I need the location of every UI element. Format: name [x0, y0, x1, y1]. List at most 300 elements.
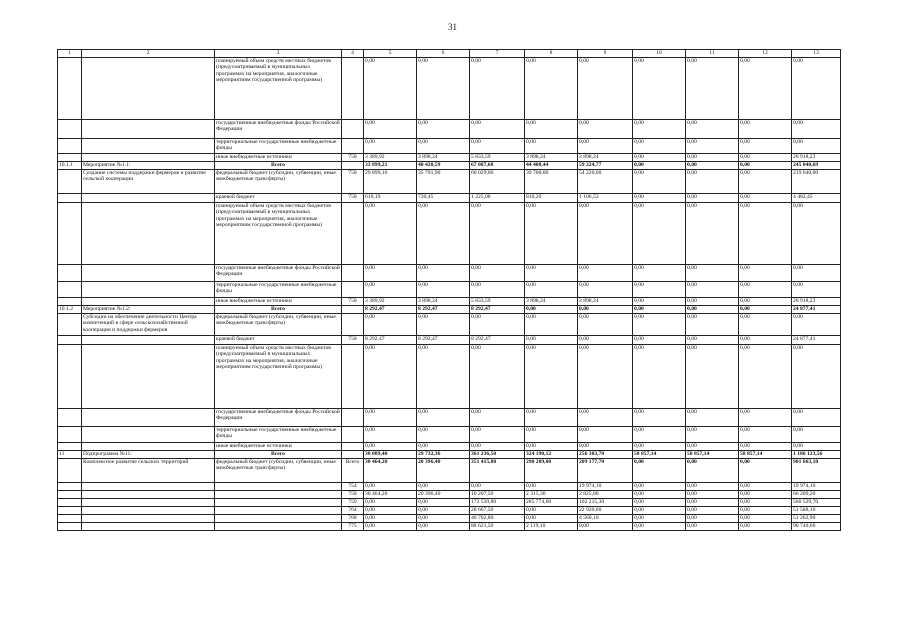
row-number-cell — [58, 345, 82, 409]
value-cell: 28 667,50 — [470, 507, 525, 515]
value-cell: 172 539,80 — [470, 499, 525, 507]
value-cell: 0,00 — [633, 170, 686, 194]
item-name-cell — [82, 298, 215, 306]
header-cell: 12 — [739, 50, 792, 58]
value-cell: 0,00 — [633, 443, 686, 451]
value-cell: 30 464,20 — [364, 491, 417, 499]
value-cell: 0,00 — [525, 203, 578, 265]
table-row — [58, 409, 841, 427]
value-cell: 0,00 — [686, 483, 739, 491]
row-number-cell — [58, 120, 82, 139]
row-number-cell — [58, 459, 82, 483]
item-name-cell — [82, 194, 215, 203]
row-number-cell — [58, 170, 82, 194]
item-name-cell — [82, 265, 215, 282]
row-number-cell — [58, 491, 82, 499]
header-cell: 6 — [417, 50, 470, 58]
value-cell: 4 482,45 — [792, 194, 841, 203]
value-cell: 0,00 — [417, 427, 470, 443]
header-cell: 13 — [792, 50, 841, 58]
value-cell: 0,00 — [417, 282, 470, 298]
value-cell: 0,00 — [633, 265, 686, 282]
source-cell: Всего — [215, 306, 342, 314]
value-cell: 0,00 — [633, 139, 686, 154]
value-cell: 0,00 — [686, 409, 739, 427]
source-cell: краевой бюджет — [215, 336, 342, 345]
item-name-cell: Комплексное развитие сельских территорий — [82, 459, 215, 483]
row-number-cell — [58, 154, 82, 162]
value-cell: 22 920,60 — [578, 507, 633, 515]
source-cell: Всего — [215, 162, 342, 170]
value-cell: 0,00 — [633, 409, 686, 427]
value-cell: 0,00 — [470, 345, 525, 409]
value-cell: 0,00 — [525, 58, 578, 120]
value-cell: 0,00 — [739, 203, 792, 265]
source-cell: государственные внебюджетные фонды Российской Федерации — [215, 409, 342, 427]
value-cell: 0,00 — [686, 203, 739, 265]
value-cell: 0,00 — [470, 58, 525, 120]
value-cell: 24 877,41 — [792, 306, 841, 314]
value-cell: 0,00 — [739, 194, 792, 203]
item-name-cell — [82, 483, 215, 491]
value-cell: 0,00 — [633, 507, 686, 515]
value-cell: 19 974,10 — [578, 483, 633, 491]
value-cell: 0,00 — [739, 491, 792, 499]
code-cell — [342, 427, 364, 443]
table-row — [58, 162, 841, 170]
source-cell — [215, 491, 342, 499]
value-cell: 2 119,10 — [525, 523, 578, 531]
value-cell: 19 974,10 — [792, 483, 841, 491]
value-cell: 4 560,10 — [578, 515, 633, 523]
value-cell: 0,00 — [578, 139, 633, 154]
value-cell: 0,00 — [364, 443, 417, 451]
item-name-cell — [82, 523, 215, 531]
code-cell — [342, 314, 364, 336]
value-cell: 20 918,23 — [792, 154, 841, 162]
value-cell: 0,00 — [578, 282, 633, 298]
value-cell: 3 898,24 — [417, 154, 470, 162]
row-number-cell — [58, 265, 82, 282]
value-cell: 0,00 — [739, 409, 792, 427]
item-name-cell: Создание системы поддержки фермеров и развитие сельской кооперации — [82, 170, 215, 194]
value-cell: 0,00 — [417, 58, 470, 120]
value-cell: 0,00 — [364, 203, 417, 265]
item-name-cell — [82, 139, 215, 154]
value-cell: 0,00 — [364, 282, 417, 298]
value-cell: 0,00 — [525, 345, 578, 409]
value-cell: 0,00 — [417, 443, 470, 451]
table-row — [58, 523, 841, 531]
value-cell: 0,00 — [739, 499, 792, 507]
source-cell: планируемый объем средств местных бюджетов (предусматриваемый в муниципальных программах на мероприятия, аналогичные мероприятиям государственной программы) — [215, 58, 342, 120]
value-cell: 0,00 — [739, 170, 792, 194]
value-cell: 0,00 — [470, 314, 525, 336]
item-name-cell — [82, 203, 215, 265]
value-cell: 0,00 — [739, 459, 792, 483]
header-cell: 9 — [578, 50, 633, 58]
value-cell: 0,00 — [739, 282, 792, 298]
value-cell: 810,20 — [525, 194, 578, 203]
header-cell: 11 — [686, 50, 739, 58]
code-cell: Всего — [342, 459, 364, 483]
row-number-cell — [58, 499, 82, 507]
value-cell: 0,00 — [686, 58, 739, 120]
value-cell: 0,00 — [417, 139, 470, 154]
source-cell — [215, 499, 342, 507]
source-cell: иные внебюджетные источники — [215, 443, 342, 451]
value-cell: 0,00 — [578, 443, 633, 451]
value-cell: 0,00 — [364, 139, 417, 154]
value-cell: 66 209,20 — [792, 491, 841, 499]
value-cell: 1 225,08 — [470, 194, 525, 203]
value-cell: 0,00 — [470, 282, 525, 298]
code-cell — [342, 306, 364, 314]
code-cell — [342, 203, 364, 265]
source-cell: краевой бюджет — [215, 194, 342, 203]
value-cell: 2 315,30 — [525, 491, 578, 499]
code-cell — [342, 58, 364, 120]
row-number-cell — [58, 139, 82, 154]
value-cell: 0,00 — [578, 523, 633, 531]
source-cell: федеральный бюджет (субсидии, субвенции, иные межбюджетные трансферты) — [215, 170, 342, 194]
value-cell: 0,00 — [686, 427, 739, 443]
value-cell: 39 700,00 — [525, 170, 578, 194]
code-cell — [342, 451, 364, 459]
table-row — [58, 203, 841, 265]
item-name-cell — [82, 345, 215, 409]
value-cell: 38 089,40 — [364, 451, 417, 459]
value-cell: 0,00 — [739, 345, 792, 409]
header-cell: 8 — [525, 50, 578, 58]
value-cell: 0,00 — [686, 515, 739, 523]
code-cell: 758 — [342, 336, 364, 345]
item-name-cell — [82, 443, 215, 451]
value-cell: 0,00 — [686, 306, 739, 314]
value-cell: 0,00 — [633, 120, 686, 139]
code-cell: 764 — [342, 507, 364, 515]
table-row — [58, 139, 841, 154]
value-cell: 0,00 — [470, 265, 525, 282]
value-cell: 0,00 — [686, 154, 739, 162]
value-cell: 0,00 — [364, 314, 417, 336]
value-cell: 0,00 — [470, 203, 525, 265]
value-cell: 0,00 — [578, 345, 633, 409]
value-cell: 0,00 — [686, 162, 739, 170]
code-cell: 759 — [342, 499, 364, 507]
value-cell: 0,00 — [417, 499, 470, 507]
value-cell: 1 186 123,56 — [792, 451, 841, 459]
value-cell: 0,00 — [686, 523, 739, 531]
table-row — [58, 345, 841, 409]
value-cell: 245 040,69 — [792, 162, 841, 170]
code-cell: 775 — [342, 523, 364, 531]
row-number-cell — [58, 336, 82, 345]
value-cell: 46 702,80 — [470, 515, 525, 523]
budget-table — [57, 49, 841, 531]
value-cell: 0,00 — [686, 120, 739, 139]
value-cell: 8 292,47 — [470, 336, 525, 345]
value-cell: 8 292,47 — [470, 306, 525, 314]
value-cell: 0,00 — [633, 306, 686, 314]
value-cell: 0,00 — [525, 282, 578, 298]
value-cell: 102 215,30 — [578, 499, 633, 507]
value-cell: 0,00 — [739, 139, 792, 154]
header-row — [58, 50, 841, 58]
row-number-cell — [58, 507, 82, 515]
value-cell: 0,00 — [739, 483, 792, 491]
value-cell: 0,00 — [739, 336, 792, 345]
value-cell: 0,00 — [739, 120, 792, 139]
row-number-cell — [58, 282, 82, 298]
value-cell: 0,00 — [792, 443, 841, 451]
header-cell: 2 — [82, 50, 215, 58]
source-cell: территориальные государственные внебюджетные фонды — [215, 139, 342, 154]
code-cell — [342, 443, 364, 451]
item-name-cell — [82, 282, 215, 298]
value-cell: 0,00 — [633, 314, 686, 336]
value-cell: 290 209,00 — [525, 459, 578, 483]
value-cell: 0,00 — [364, 409, 417, 427]
table-row — [58, 499, 841, 507]
value-cell: 0,00 — [470, 409, 525, 427]
value-cell: 8 292,47 — [364, 336, 417, 345]
value-cell: 20 396,40 — [417, 491, 470, 499]
value-cell: 0,00 — [792, 139, 841, 154]
row-number-cell: 11 — [58, 451, 82, 459]
value-cell: 361 236,50 — [470, 451, 525, 459]
header-cell: 7 — [470, 50, 525, 58]
row-number-cell: 10.1.1 — [58, 162, 82, 170]
item-name-cell — [82, 154, 215, 162]
row-number-cell — [58, 58, 82, 120]
value-cell: 58 857,14 — [686, 451, 739, 459]
page-number: 31 — [448, 22, 457, 32]
value-cell: 0,00 — [686, 298, 739, 306]
value-cell: 730,45 — [417, 194, 470, 203]
source-cell: федеральный бюджет (субсидии, субвенции, иные межбюджетные трансферты) — [215, 459, 342, 483]
row-number-cell — [58, 409, 82, 427]
value-cell: 0,00 — [470, 483, 525, 491]
table-row — [58, 154, 841, 162]
value-cell: 0,00 — [633, 483, 686, 491]
value-cell: 351 415,80 — [470, 459, 525, 483]
code-cell — [342, 139, 364, 154]
value-cell: 0,00 — [739, 265, 792, 282]
value-cell: 0,00 — [578, 427, 633, 443]
item-name-cell: Субсидии на обеспечение деятельности Центра компетенций в сфере сельскохозяйственной кооперации и поддержки фермеров — [82, 314, 215, 336]
value-cell: 0,00 — [739, 58, 792, 120]
item-name-cell — [82, 409, 215, 427]
value-cell: 0,00 — [686, 194, 739, 203]
value-cell: 0,00 — [792, 203, 841, 265]
value-cell: 0,00 — [686, 336, 739, 345]
value-cell: 5 833,59 — [470, 298, 525, 306]
row-number-cell — [58, 314, 82, 336]
value-cell: 0,00 — [364, 523, 417, 531]
value-cell: 33 899,21 — [364, 162, 417, 170]
value-cell: 0,00 — [792, 120, 841, 139]
source-cell: Всего — [215, 451, 342, 459]
value-cell: 44 408,44 — [525, 162, 578, 170]
value-cell: 29 732,36 — [417, 451, 470, 459]
code-cell — [342, 282, 364, 298]
value-cell: 0,00 — [525, 483, 578, 491]
item-name-cell — [82, 427, 215, 443]
value-cell: 219 640,00 — [792, 170, 841, 194]
code-cell: 758 — [342, 298, 364, 306]
value-cell: 59 224,77 — [578, 162, 633, 170]
value-cell: 0,00 — [739, 443, 792, 451]
value-cell: 610,19 — [364, 194, 417, 203]
source-cell — [215, 523, 342, 531]
value-cell: 3 389,92 — [364, 298, 417, 306]
value-cell: 0,00 — [739, 523, 792, 531]
table-row — [58, 265, 841, 282]
value-cell: 285 774,60 — [525, 499, 578, 507]
row-number-cell — [58, 298, 82, 306]
row-number-cell — [58, 483, 82, 491]
value-cell: 0,00 — [525, 139, 578, 154]
value-cell: 256 303,78 — [578, 451, 633, 459]
value-cell: 24 877,41 — [792, 336, 841, 345]
value-cell: 324 190,12 — [525, 451, 578, 459]
value-cell: 0,00 — [470, 443, 525, 451]
value-cell: 0,00 — [417, 483, 470, 491]
value-cell: 0,00 — [792, 58, 841, 120]
value-cell: 30 464,20 — [364, 459, 417, 483]
value-cell: 0,00 — [470, 139, 525, 154]
value-cell: 0,00 — [792, 345, 841, 409]
code-cell: 758 — [342, 154, 364, 162]
value-cell: 0,00 — [578, 336, 633, 345]
value-cell: 0,00 — [633, 491, 686, 499]
value-cell: 0,00 — [739, 427, 792, 443]
value-cell: 67 087,68 — [470, 162, 525, 170]
value-cell: 0,00 — [739, 314, 792, 336]
item-name-cell: Мероприятие №1.1: — [82, 162, 215, 170]
header-cell: 5 — [364, 50, 417, 58]
value-cell: 0,00 — [417, 523, 470, 531]
value-cell: 0,00 — [633, 427, 686, 443]
table-row — [58, 306, 841, 314]
value-cell: 0,00 — [364, 507, 417, 515]
source-cell — [215, 507, 342, 515]
value-cell: 0,00 — [525, 120, 578, 139]
value-cell: 0,00 — [739, 515, 792, 523]
value-cell: 0,00 — [686, 459, 739, 483]
row-number-cell: 10.1.2 — [58, 306, 82, 314]
value-cell: 0,00 — [417, 345, 470, 409]
value-cell: 0,00 — [417, 203, 470, 265]
value-cell: 54 220,00 — [578, 170, 633, 194]
source-cell: государственные внебюджетные фонды Российской Федерации — [215, 265, 342, 282]
header-cell: 10 — [633, 50, 686, 58]
source-cell — [215, 483, 342, 491]
value-cell: 0,00 — [470, 120, 525, 139]
source-cell — [215, 515, 342, 523]
code-cell — [342, 120, 364, 139]
value-cell: 58 857,14 — [739, 451, 792, 459]
value-cell: 0,00 — [364, 265, 417, 282]
table-row — [58, 282, 841, 298]
value-cell: 88 621,50 — [470, 523, 525, 531]
value-cell: 0,00 — [686, 314, 739, 336]
value-cell: 8 292,47 — [364, 306, 417, 314]
value-cell: 560 529,70 — [792, 499, 841, 507]
item-name-cell — [82, 499, 215, 507]
value-cell: 0,00 — [578, 409, 633, 427]
value-cell: 8 292,47 — [417, 336, 470, 345]
code-cell: 758 — [342, 170, 364, 194]
value-cell: 20 918,23 — [792, 298, 841, 306]
value-cell: 0,00 — [686, 499, 739, 507]
item-name-cell — [82, 515, 215, 523]
value-cell: 0,00 — [578, 120, 633, 139]
value-cell: 5 833,59 — [470, 154, 525, 162]
item-name-cell — [82, 491, 215, 499]
value-cell: 58 857,14 — [633, 451, 686, 459]
item-name-cell — [82, 507, 215, 515]
source-cell: территориальные государственные внебюджетные фонды — [215, 282, 342, 298]
code-cell — [342, 409, 364, 427]
row-number-cell — [58, 427, 82, 443]
row-number-cell — [58, 515, 82, 523]
value-cell: 1 106,53 — [578, 194, 633, 203]
value-cell: 3 898,24 — [525, 154, 578, 162]
item-name-cell — [82, 336, 215, 345]
value-cell: 0,00 — [578, 203, 633, 265]
value-cell: 8 292,47 — [417, 306, 470, 314]
table-row — [58, 120, 841, 139]
value-cell: 0,00 — [792, 282, 841, 298]
value-cell: 10 207,50 — [470, 491, 525, 499]
table-row — [58, 314, 841, 336]
value-cell: 0,00 — [578, 314, 633, 336]
value-cell: 0,00 — [686, 345, 739, 409]
item-name-cell: Подпрограмма №11: — [82, 451, 215, 459]
value-cell: 40 420,59 — [417, 162, 470, 170]
table-row — [58, 515, 841, 523]
row-number-cell — [58, 523, 82, 531]
value-cell: 0,00 — [686, 491, 739, 499]
table-row — [58, 336, 841, 345]
code-cell — [342, 265, 364, 282]
table-row — [58, 483, 841, 491]
table-row — [58, 427, 841, 443]
value-cell: 29 899,10 — [364, 170, 417, 194]
item-name-cell — [82, 58, 215, 120]
value-cell: 0,00 — [578, 265, 633, 282]
row-number-cell — [58, 443, 82, 451]
value-cell: 0,00 — [417, 265, 470, 282]
value-cell: 0,00 — [633, 154, 686, 162]
value-cell: 0,00 — [792, 314, 841, 336]
value-cell: 0,00 — [686, 443, 739, 451]
value-cell: 0,00 — [792, 409, 841, 427]
value-cell: 0,00 — [578, 306, 633, 314]
value-cell: 0,00 — [364, 515, 417, 523]
value-cell: 0,00 — [792, 427, 841, 443]
row-number-cell — [58, 203, 82, 265]
value-cell: 0,00 — [417, 120, 470, 139]
value-cell: 3 389,92 — [364, 154, 417, 162]
value-cell: 0,00 — [364, 120, 417, 139]
value-cell: 0,00 — [364, 499, 417, 507]
value-cell: 35 791,90 — [417, 170, 470, 194]
value-cell: 0,00 — [739, 507, 792, 515]
table-row — [58, 491, 841, 499]
